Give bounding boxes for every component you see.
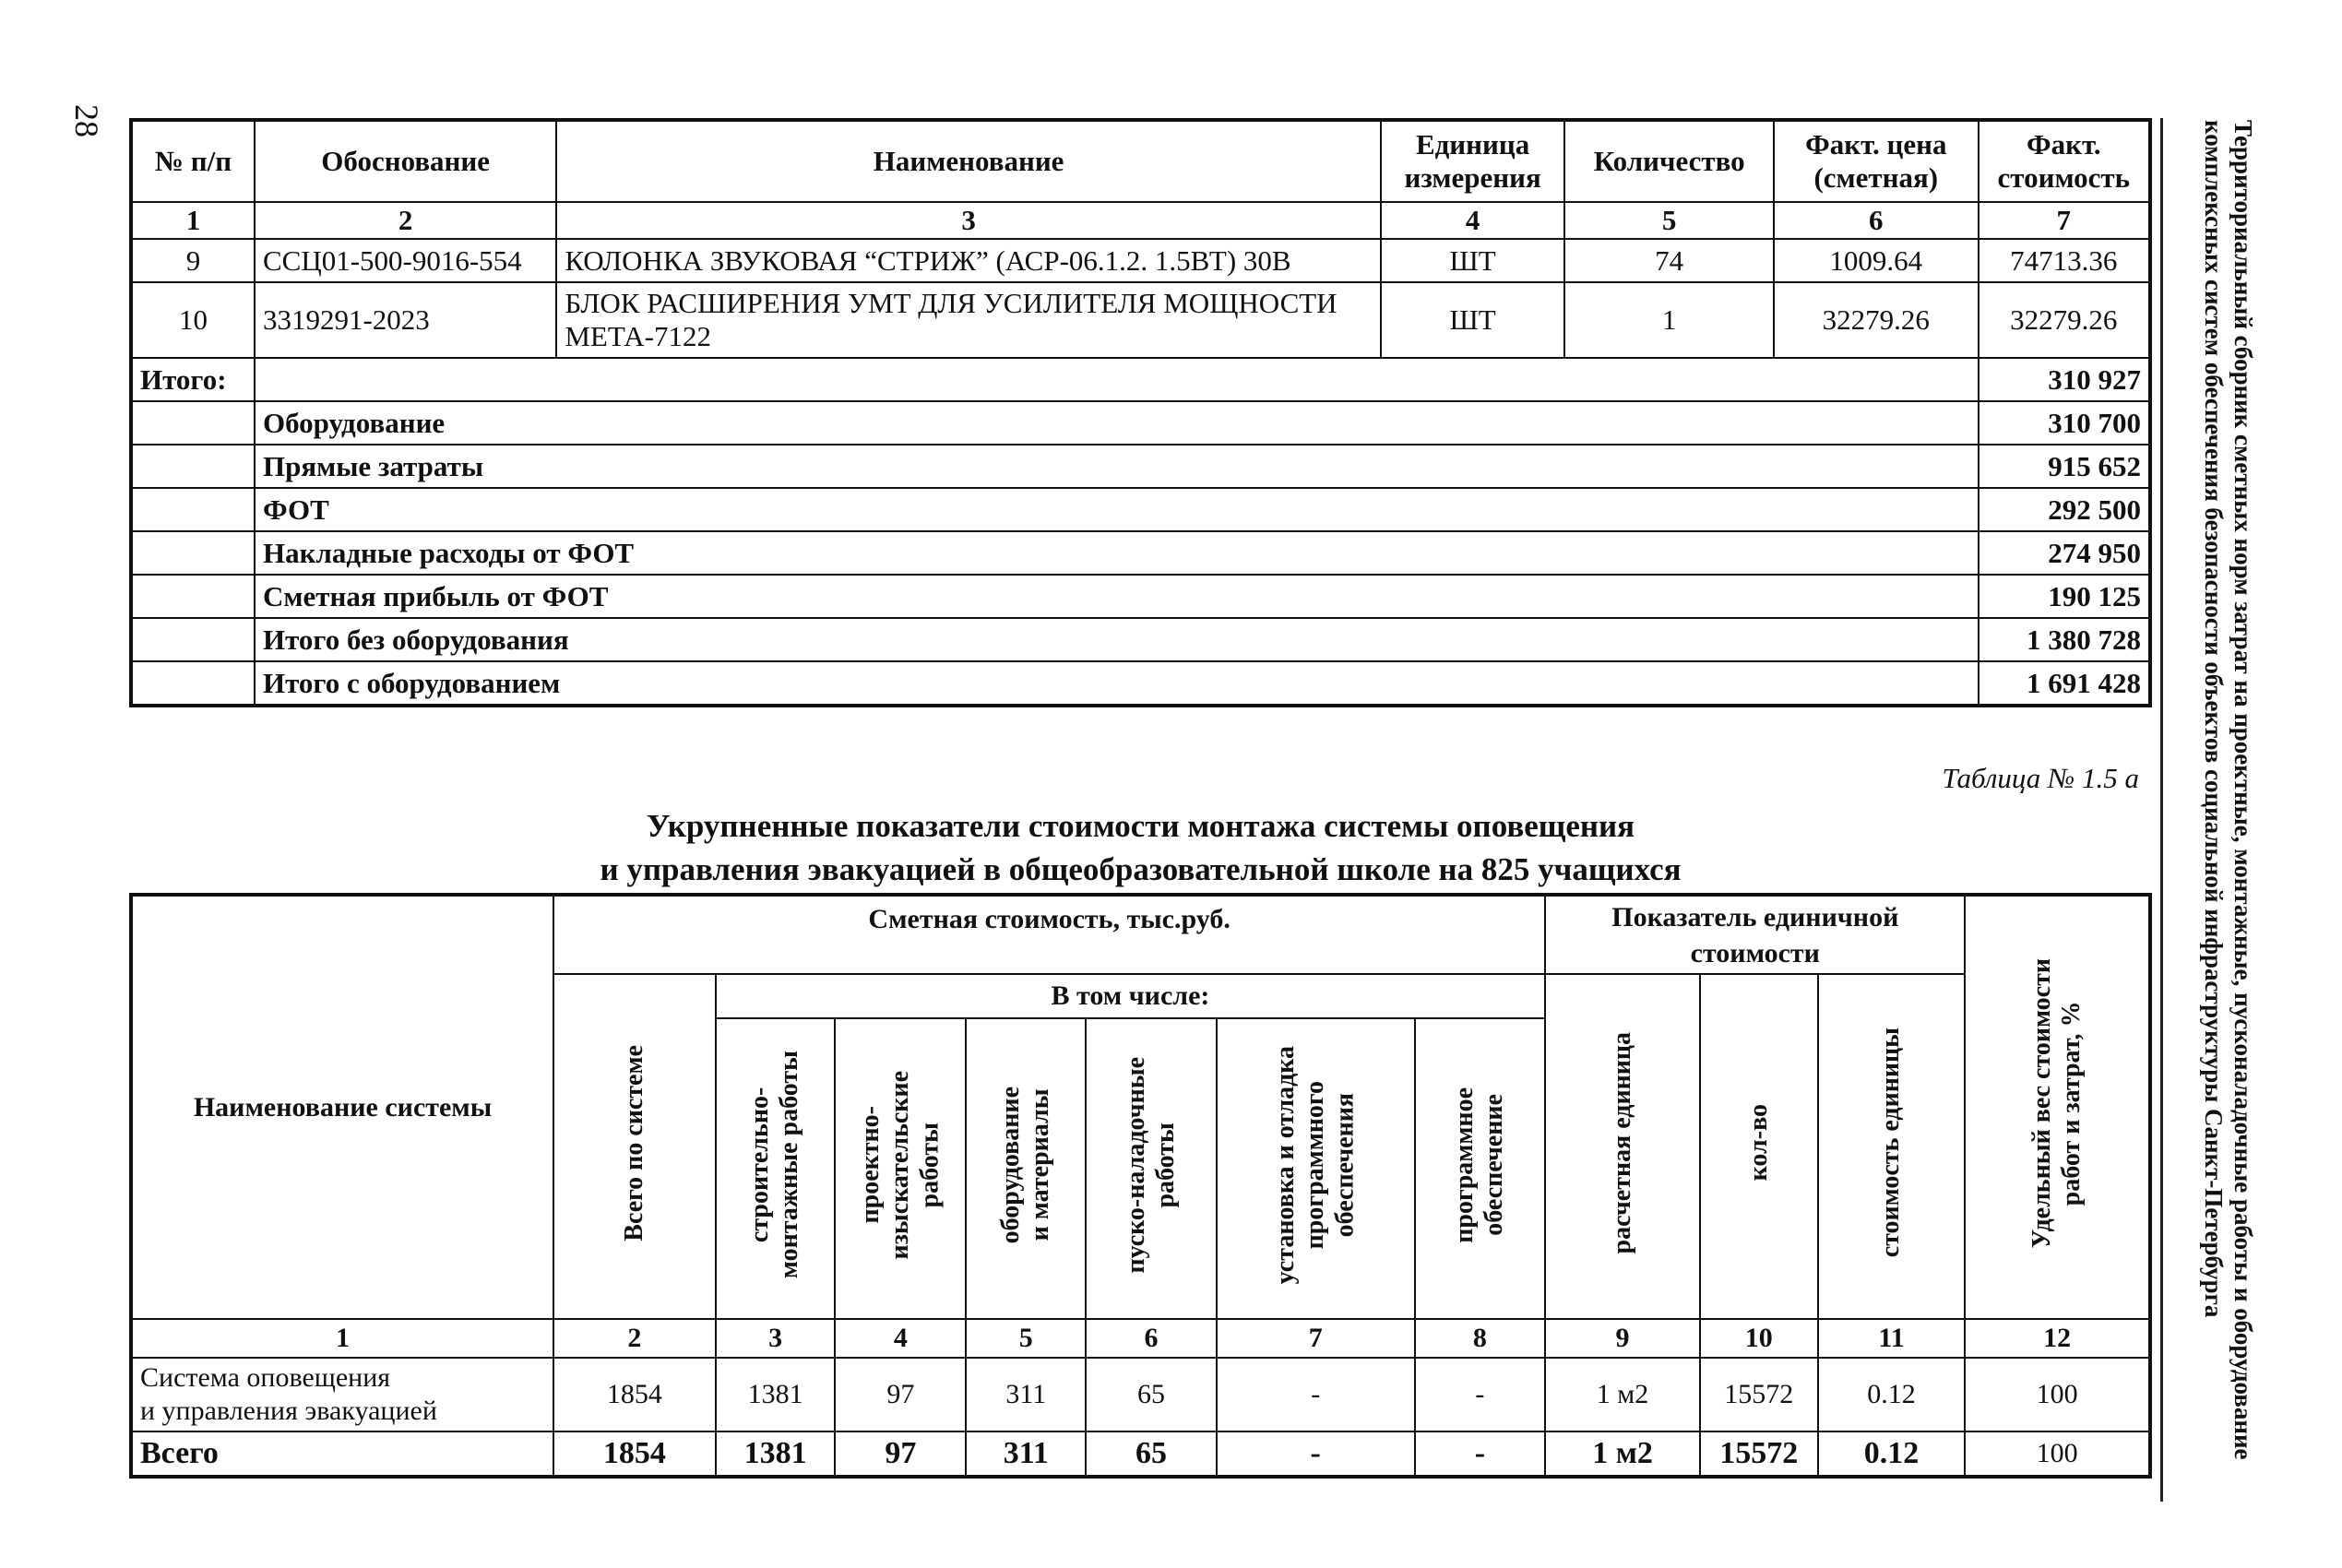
row-code: 3319291-2023 [255,282,556,358]
header-software-setup [1217,1018,1415,1319]
equipment-cost-table [129,118,2152,707]
header-total-system-text: Всего по системе [619,1044,648,1241]
header-unit-cost [1818,974,1966,1319]
total-value: 1 м2 [1545,1431,1700,1477]
total-name: Всего [131,1431,553,1477]
summary-value: 1 380 728 [1979,618,2150,661]
header-share-line-2: работ и затрат, % [2057,1001,2086,1206]
header-software-setup-line-2: программного [1301,1080,1330,1250]
header-software-setup-line-1: установка и отладка [1270,1045,1300,1285]
col-num: 5 [1564,202,1774,239]
summary-row [131,661,2150,706]
col-num: 2 [553,1319,716,1358]
row-code: ССЦ01-500-9016-554 [255,239,556,282]
row-name: КОЛОНКА ЗВУКОВАЯ “СТРИЖ” (АСР-06.1.2. 1.5ВТ) 30В [556,239,1381,282]
row-qty: 1 [1564,282,1774,358]
row-value: 1854 [553,1358,716,1431]
row-no: 10 [131,282,255,358]
header-design-text [856,1071,945,1259]
header-software-text [1450,1087,1509,1243]
running-header-line-2: комплексных систем обеспечения безопасности объектов социальной инфраструктуры Санкт-Петербурга [2200,120,2228,1318]
summary-row [131,401,2150,445]
summary-label: Сметная прибыль от ФОТ [255,575,1979,618]
summary-blank [131,488,255,531]
header-commissioning-line-1: пуско-наладочные [1121,1056,1150,1274]
col-num: 7 [1217,1319,1415,1358]
header-construction [716,1018,836,1319]
row-value: 100 [1965,1358,2150,1431]
summary-blank [131,618,255,661]
row-value: - [1415,1358,1546,1431]
total-row [131,358,2150,401]
header-cost: Факт. стоимость [1979,120,2150,202]
col-num: 6 [1774,202,1979,239]
header-including: В том числе: [716,974,1546,1018]
header-construction-text [745,1051,804,1278]
row-unit: ШТ [1381,239,1564,282]
total-spacer [255,358,1979,401]
col-num: 3 [716,1319,836,1358]
header-unit-cost-text: стоимость единицы [1876,1028,1906,1258]
summary-label: Оборудование [255,401,1979,445]
row-price: 32279.26 [1774,282,1979,358]
running-header [2158,120,2260,1503]
summary-blank [131,445,255,488]
summary-value: 292 500 [1979,488,2150,531]
summary-label: ФОТ [255,488,1979,531]
row-value: 65 [1086,1358,1217,1431]
table-caption: Таблица № 1.5 а [1942,762,2139,794]
header-commissioning [1086,1018,1217,1319]
total-value: 0.12 [1818,1431,1966,1477]
summary-blank [131,531,255,575]
col-num: 12 [1965,1319,2150,1358]
summary-row [131,445,2150,488]
header-equipment-line-2: и материалы [1026,1088,1055,1241]
summary-blank [131,661,255,706]
header-software [1415,1018,1546,1319]
summary-blank [131,401,255,445]
summary-value: 310 700 [1979,401,2150,445]
total-value: 65 [1086,1431,1217,1477]
header-design [835,1018,966,1319]
table-title-line-1: Укрупненные показатели стоимости монтажа системы оповещения [646,808,1635,844]
header-construction-line-2: монтажные работы [775,1051,804,1279]
header-count-text: кол-во [1743,1104,1773,1182]
header-count [1700,974,1818,1319]
total-label: Итого: [131,358,255,401]
total-value: 1381 [716,1431,836,1477]
header-design-line-2: изыскательские [886,1070,915,1260]
row-value: 1 м2 [1545,1358,1700,1431]
total-value: - [1415,1431,1546,1477]
summary-value: 915 652 [1979,445,2150,488]
col-num: 7 [1979,202,2150,239]
header-unit: Единица измерения [1381,120,1564,202]
summary-label: Итого с оборудованием [255,661,1979,706]
row-system-name [131,1358,553,1431]
header-commissioning-line-2: работы [1151,1122,1181,1208]
row-unit: ШТ [1381,282,1564,358]
header-calc-unit-text: расчетная единица [1607,1031,1636,1254]
header-construction-line-1: строительно- [745,1087,775,1243]
row-name: БЛОК РАСШИРЕНИЯ УМТ ДЛЯ УСИЛИТЕЛЯ МОЩНОСТИ МЕТА-7122 [556,282,1381,358]
col-num: 10 [1700,1319,1818,1358]
row-value: - [1217,1358,1415,1431]
summary-row [131,618,2150,661]
header-design-line-1: проектно- [856,1106,886,1224]
header-share-line-1: Удельный вес стоимости [2027,958,2056,1249]
summary-value: 190 125 [1979,575,2150,618]
summary-blank [131,575,255,618]
header-name: Наименование [556,120,1381,202]
header-commissioning-text [1122,1057,1181,1274]
header-share-text [2027,958,2086,1248]
summary-label: Итого без оборудования [255,618,1979,661]
col-num: 3 [556,202,1381,239]
total-row [131,1431,2150,1477]
running-header-line-1: Территориальный сборник сметных норм затрат на проектные, монтажные, пусконаладочные работы и оборудование [2229,120,2257,1460]
header-software-setup-text [1271,1046,1361,1284]
summary-row [131,488,2150,531]
row-system-name-line-1: Система оповещения [140,1362,391,1393]
row-cost: 32279.26 [1979,282,2150,358]
col-num: 2 [255,202,556,239]
header-software-line-2: обеспечение [1480,1094,1509,1236]
header-software-line-1: программное [1450,1087,1480,1243]
header-quantity: Количество [1564,120,1774,202]
table2-header-row-1 [131,895,2150,974]
total-value: 100 [1965,1431,2150,1477]
header-equipment-text [996,1087,1055,1243]
summary-row [131,575,2150,618]
header-design-line-3: работы [915,1122,945,1208]
table1-header-row [131,120,2150,202]
summary-value: 274 950 [1979,531,2150,575]
table1-column-numbers [131,202,2150,239]
total-value: 97 [835,1431,966,1477]
col-num: 4 [1381,202,1564,239]
col-num: 6 [1086,1319,1217,1358]
total-value: 1854 [553,1431,716,1477]
col-num: 11 [1818,1319,1966,1358]
header-no: № п/п [131,120,255,202]
header-system-name: Наименование системы [131,895,553,1319]
header-calc-unit [1545,974,1700,1319]
total-value: 311 [966,1431,1086,1477]
header-software-setup-line-3: обеспечения [1330,1092,1360,1238]
header-equipment-line-1: оборудование [996,1086,1026,1244]
total-value: - [1217,1431,1415,1477]
row-value: 1381 [716,1358,836,1431]
summary-value: 1 691 428 [1979,661,2150,706]
header-equipment [966,1018,1086,1319]
col-num: 1 [131,202,255,239]
col-num: 8 [1415,1319,1546,1358]
header-estimate-cost: Сметная стоимость, тыс.руб. [553,895,1545,974]
col-num: 5 [966,1319,1086,1358]
page-number: 28 [68,104,105,137]
header-unit-indicator: Показатель единичной стоимости [1545,895,1965,974]
col-num: 4 [835,1319,966,1358]
row-cost: 74713.36 [1979,239,2150,282]
row-price: 1009.64 [1774,239,1979,282]
col-num: 9 [1545,1319,1700,1358]
row-no: 9 [131,239,255,282]
table-row [131,1358,2150,1431]
table-title [129,804,2152,892]
row-value: 97 [835,1358,966,1431]
summary-row [131,531,2150,575]
row-system-name-line-2: и управления эвакуацией [140,1396,437,1426]
header-total-system [553,974,716,1319]
table2-column-numbers [131,1319,2150,1358]
header-share [1965,895,2150,1319]
row-value: 311 [966,1358,1086,1431]
table-title-line-2: и управления эвакуацией в общеобразовательной школе на 825 учащихся [600,851,1682,888]
header-basis: Обоснование [255,120,556,202]
col-num: 1 [131,1319,553,1358]
summary-label: Прямые затраты [255,445,1979,488]
system-cost-indicators-table [129,893,2152,1479]
table-row [131,282,2150,358]
row-value: 15572 [1700,1358,1818,1431]
row-qty: 74 [1564,239,1774,282]
header-price: Факт. цена (сметная) [1774,120,1979,202]
total-value: 310 927 [1979,358,2150,401]
summary-label: Накладные расходы от ФОТ [255,531,1979,575]
table-row [131,239,2150,282]
total-value: 15572 [1700,1431,1818,1477]
running-header-rule [2160,118,2163,1502]
row-value: 0.12 [1818,1358,1966,1431]
